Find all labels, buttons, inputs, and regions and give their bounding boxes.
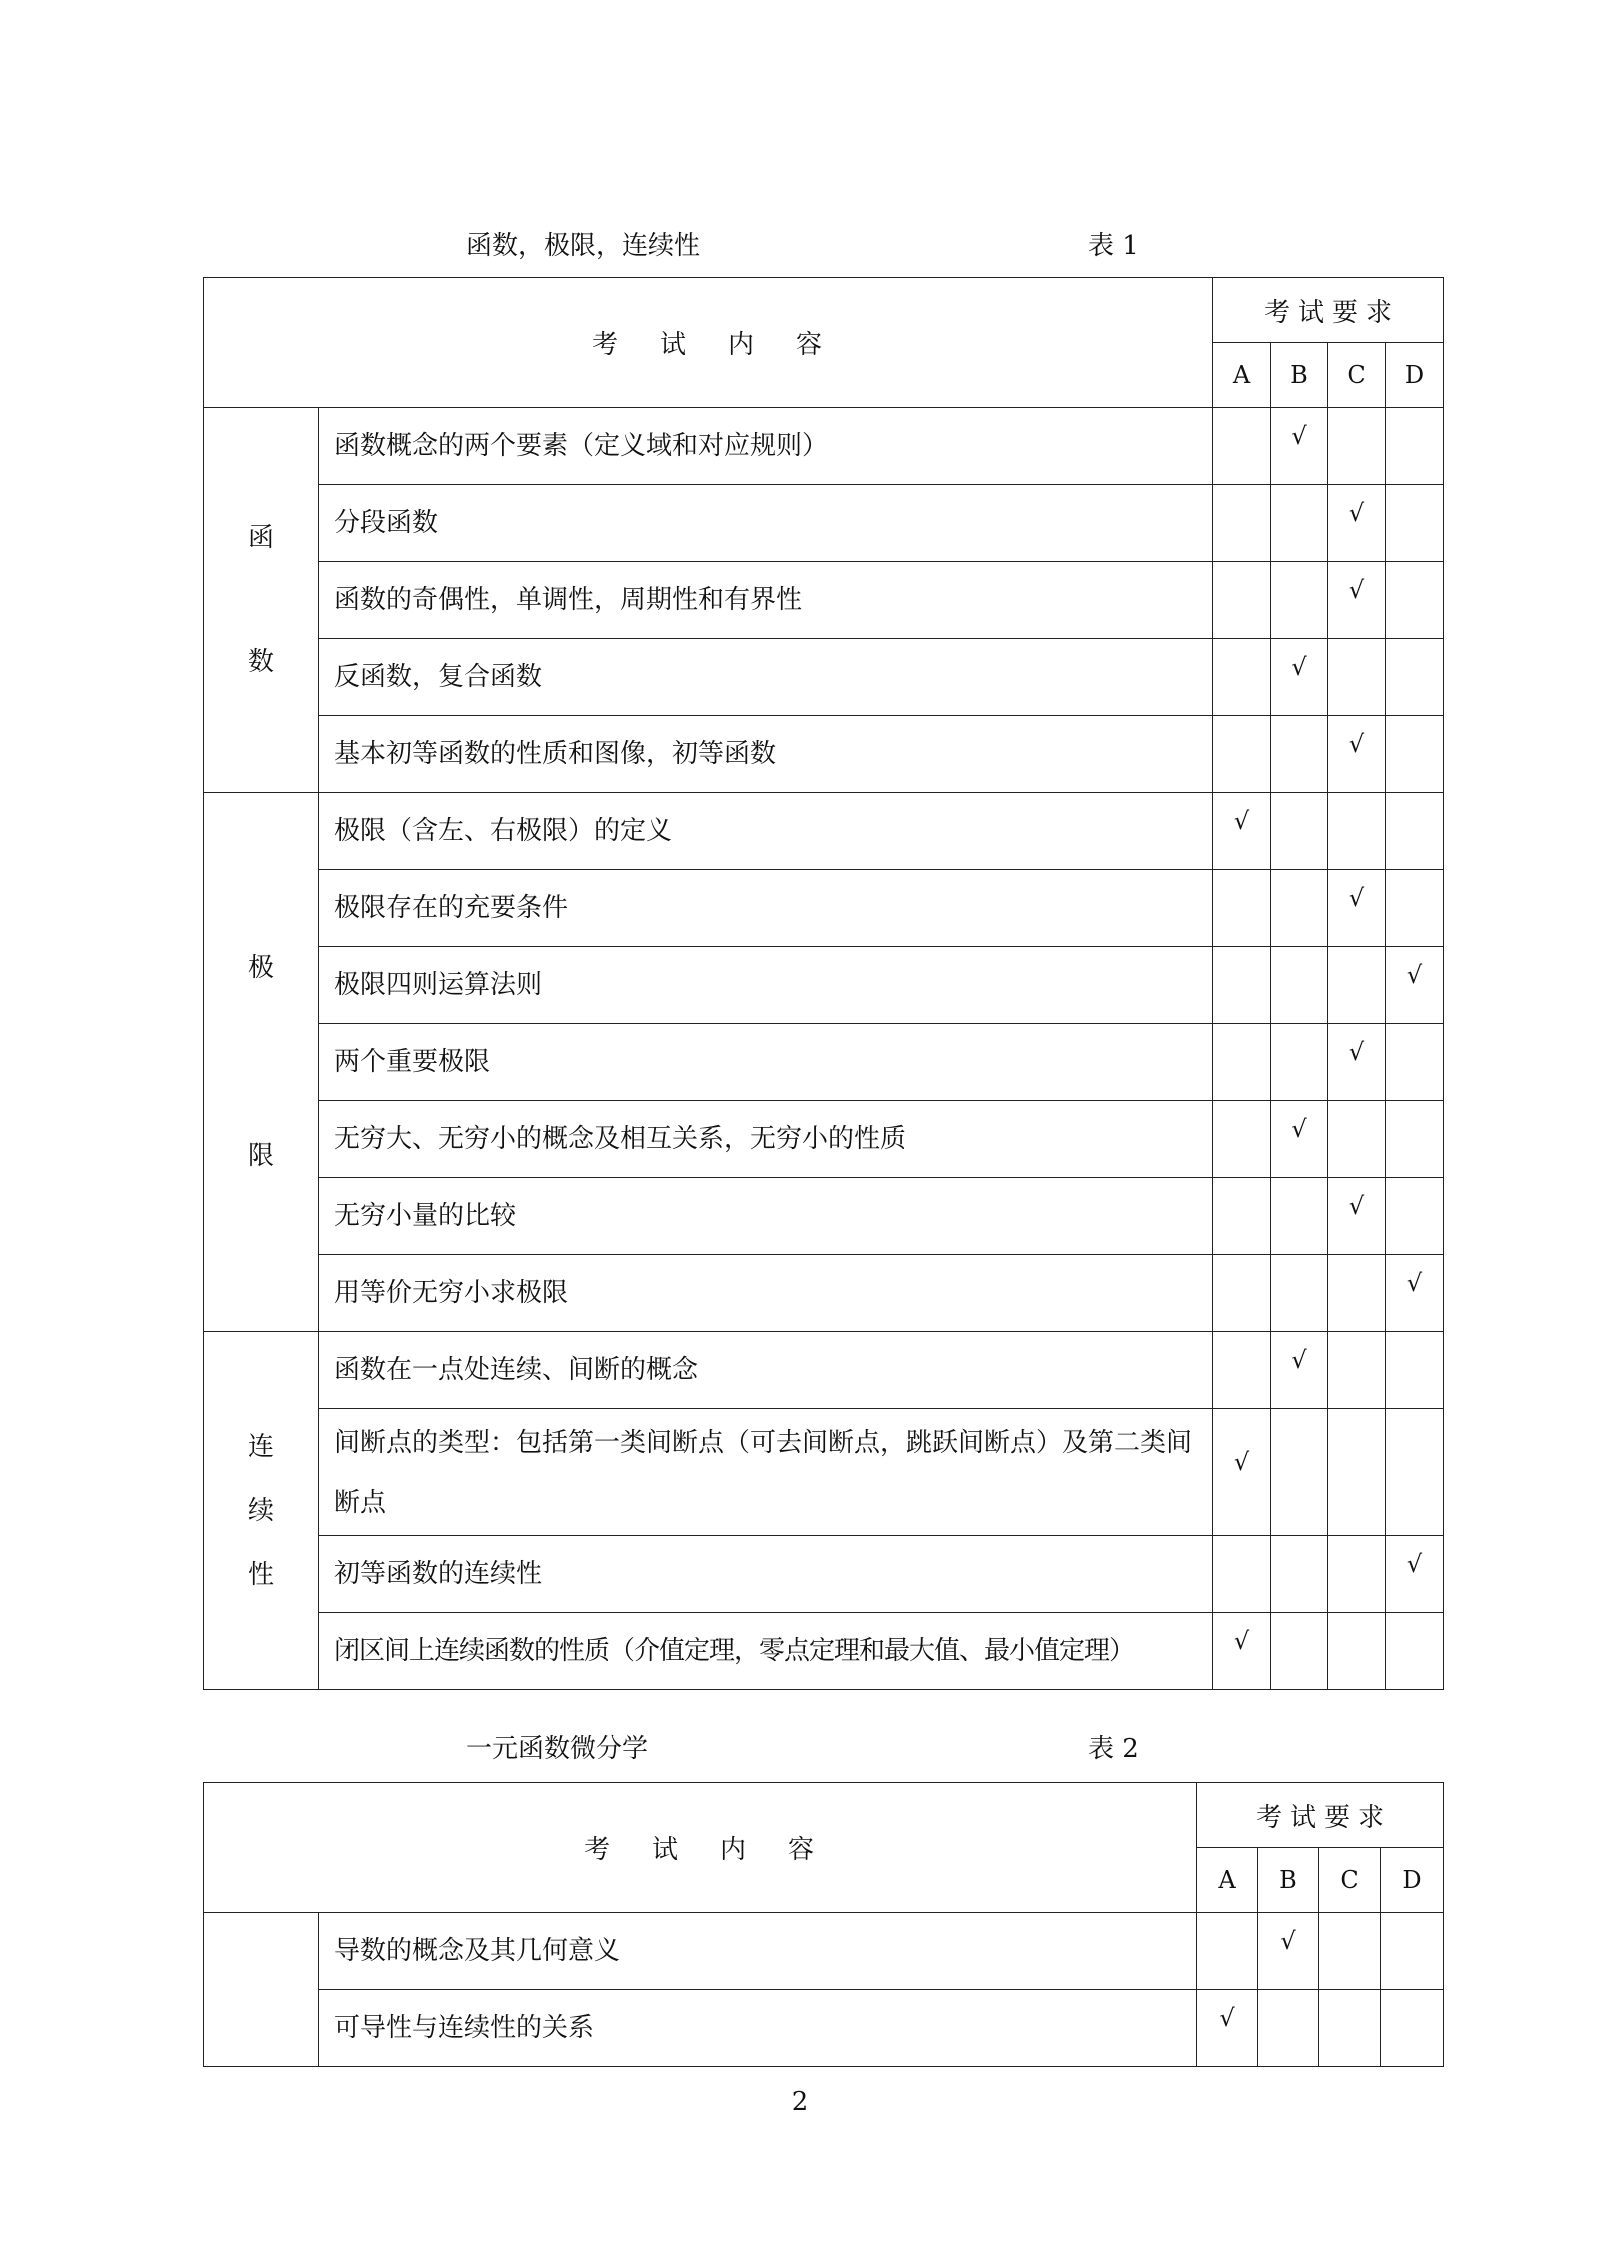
item-text: 闭区间上连续函数的性质（介值定理，零点定理和最大值、最小值定理） — [319, 1613, 1213, 1690]
table-row — [204, 1409, 1444, 1536]
table2 — [203, 1782, 1444, 2067]
table1-title: 函数，极限，连续性 — [466, 231, 701, 261]
item-text: 初等函数的连续性 — [319, 1536, 1213, 1613]
item-text: 反函数，复合函数 — [319, 639, 1213, 716]
table-row — [204, 793, 1444, 870]
check-mark: √ — [1233, 807, 1250, 835]
table-row — [204, 716, 1444, 793]
check-mark: √ — [1291, 1346, 1307, 1374]
category-function: 函 数 — [204, 408, 319, 793]
table-row — [204, 1178, 1444, 1255]
item-text: 基本初等函数的性质和图像，初等函数 — [319, 716, 1213, 793]
table1 — [203, 277, 1444, 1690]
table-row — [204, 1613, 1444, 1690]
table-row — [204, 1990, 1444, 2067]
header-level-b: B — [1258, 1848, 1319, 1913]
item-text: 无穷小量的比较 — [319, 1178, 1213, 1255]
check-mark: √ — [1219, 2004, 1235, 2032]
item-text: 间断点的类型：包括第一类间断点（可去间断点，跳跃间断点）及第二类间断点 — [319, 1409, 1213, 1536]
header-exam-content: 考 试 内 容 — [204, 278, 1213, 408]
check-mark: √ — [1348, 730, 1365, 758]
table2-label: 表 2 — [1088, 1734, 1139, 1764]
header-level-a: A — [1197, 1848, 1258, 1913]
header-level-c: C — [1319, 1848, 1381, 1913]
header-level-c: C — [1328, 343, 1386, 408]
item-text: 导数的概念及其几何意义 — [319, 1913, 1197, 1990]
check-mark: √ — [1406, 961, 1423, 989]
check-mark: √ — [1348, 884, 1365, 912]
table-row — [204, 562, 1444, 639]
table1-label: 表 1 — [1088, 231, 1139, 261]
check-mark: √ — [1280, 1927, 1296, 1955]
item-text: 极限（含左、右极限）的定义 — [319, 793, 1213, 870]
table-row — [204, 947, 1444, 1024]
table-row — [204, 1101, 1444, 1178]
category-empty — [204, 1913, 319, 2067]
header-level-d: D — [1386, 343, 1444, 408]
item-text: 函数在一点处连续、间断的概念 — [319, 1332, 1213, 1409]
header-exam-requirement: 考 试 要 求 — [1213, 278, 1444, 343]
header-exam-requirement: 考 试 要 求 — [1197, 1783, 1444, 1848]
table-row — [204, 1332, 1444, 1409]
check-mark: √ — [1348, 1192, 1365, 1220]
category-limit: 极 限 — [204, 793, 319, 1332]
table-row — [204, 639, 1444, 716]
table-row — [204, 485, 1444, 562]
check-mark: √ — [1406, 1269, 1423, 1297]
item-text: 极限存在的充要条件 — [319, 870, 1213, 947]
check-mark: √ — [1233, 1627, 1250, 1655]
table-row — [204, 870, 1444, 947]
table-row — [204, 1536, 1444, 1613]
check-mark: √ — [1291, 1115, 1307, 1143]
table-row — [204, 1913, 1444, 1990]
check-mark: √ — [1291, 422, 1307, 450]
item-text: 分段函数 — [319, 485, 1213, 562]
check-mark: √ — [1348, 499, 1365, 527]
item-text: 用等价无穷小求极限 — [319, 1255, 1213, 1332]
item-text: 可导性与连续性的关系 — [319, 1990, 1197, 2067]
check-mark: √ — [1348, 576, 1365, 604]
check-mark: √ — [1291, 653, 1307, 681]
category-continuity: 连 续 性 — [204, 1332, 319, 1690]
item-text: 函数概念的两个要素（定义域和对应规则） — [319, 408, 1213, 485]
table-row — [204, 1024, 1444, 1101]
header-level-a: A — [1213, 343, 1271, 408]
item-text: 两个重要极限 — [319, 1024, 1213, 1101]
table-row — [204, 408, 1444, 485]
item-text: 极限四则运算法则 — [319, 947, 1213, 1024]
check-mark: √ — [1348, 1038, 1365, 1066]
header-level-b: B — [1271, 343, 1328, 408]
page-number: 2 — [791, 2087, 809, 2117]
check-mark: √ — [1406, 1550, 1423, 1578]
item-text: 函数的奇偶性，单调性，周期性和有界性 — [319, 562, 1213, 639]
table2-title: 一元函数微分学 — [466, 1734, 649, 1764]
table-row — [204, 1255, 1444, 1332]
header-level-d: D — [1381, 1848, 1444, 1913]
check-mark: √ — [1233, 1448, 1250, 1476]
item-text: 无穷大、无穷小的概念及相互关系，无穷小的性质 — [319, 1101, 1213, 1178]
header-exam-content: 考 试 内 容 — [204, 1783, 1197, 1913]
